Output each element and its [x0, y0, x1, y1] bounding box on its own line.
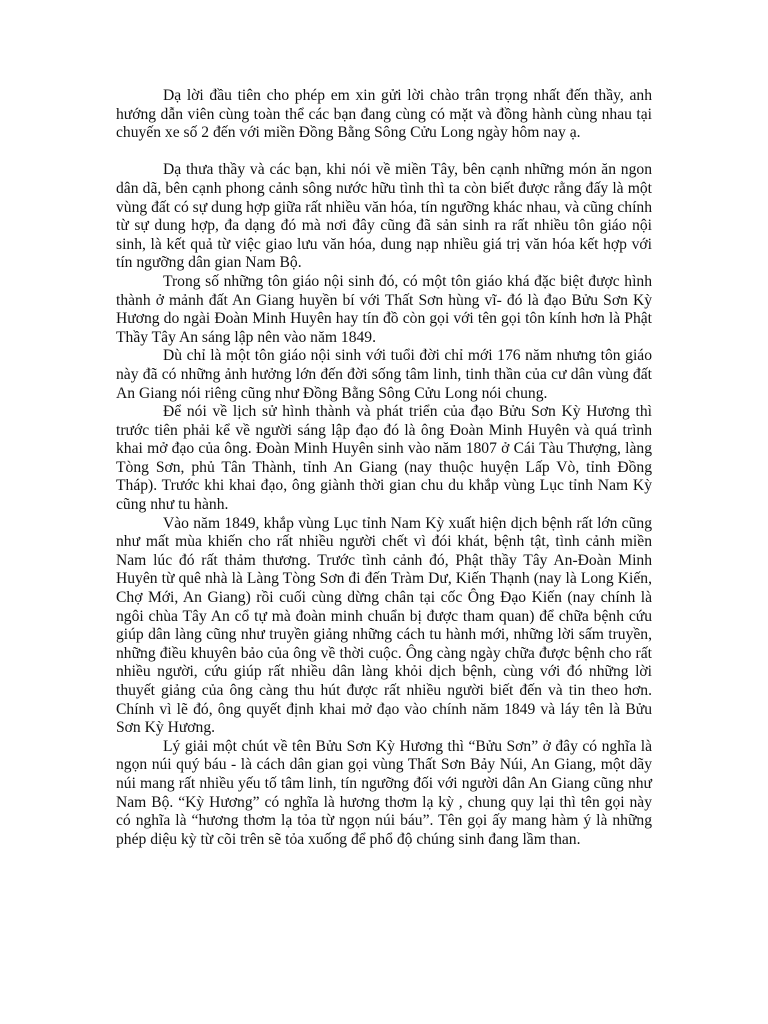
paragraph-mien-tay: Dạ thưa thầy và các bạn, khi nói về miền Tây, bên cạnh những món ăn ngon dân dã, bên cạnh phong cảnh sông nước hữu tình thì ta còn biết được rằng đấy là một vùng đất có sự dung hợp giữa rất nhiều văn hóa, tín ngưỡng khác nhau, và cũng chính từ sự dung hợp, đa dạng đó mà nơi đây cũng đã sản sinh ra rất nhiều tôn giáo nội sinh, là kết quả từ việc giao lưu văn hóa, dung nạp nhiều giá trị văn hóa kết hợp với tín ngưỡng dân gian Nam Bộ.	[116, 161, 652, 272]
paragraph-name-meaning: Lý giải một chút về tên Bửu Sơn Kỳ Hương thì “Bửu Sơn” ở đây có nghĩa là ngọn núi quý báu - là cách dân gian gọi vùng Thất Sơn Bảy Núi, An Giang, một dãy núi mang rất nhiều yếu tố tâm linh, tín ngưỡng đối với người dân An Giang cũng như Nam Bộ. “Kỳ Hương” có nghĩa là hương thơm lạ kỳ , chung quy lại thì tên gọi này có nghĩa là “hương thơm lạ tỏa từ ngọn núi báu”. Tên gọi ấy mang hàm ý là những phép diệu kỳ từ cõi trên sẽ tỏa xuống để phổ độ chúng sinh đang lầm than.	[116, 737, 652, 848]
paragraph-influence: Dù chỉ là một tôn giáo nội sinh với tuổi đời chỉ mới 176 năm nhưng tôn giáo này đã có những ảnh hưởng lớn đến đời sống tâm linh, tinh thần của cư dân vùng đất An Giang nói riêng cũng như Đồng Bằng Sông Cửu Long nói chung.	[116, 347, 652, 402]
paragraph-founder: Để nói về lịch sử hình thành và phát triển của đạo Bửu Sơn Kỳ Hương thì trước tiên phải kể về người sáng lập đạo đó là ông Đoàn Minh Huyên và quá trình khai mở đạo của ông. Đoàn Minh Huyên sinh vào năm 1807 ở Cái Tàu Thượng, làng Tòng Sơn, phủ Tân Thành, tỉnh An Giang (nay thuộc huyện Lấp Vò, tỉnh Đồng Tháp). Trước khi khai đạo, ông giành thời gian chu du khắp vùng Lục tỉnh Nam Kỳ cũng như tu hành.	[116, 403, 652, 514]
paragraph-greeting: Dạ lời đầu tiên cho phép em xin gửi lời chào trân trọng nhất đến thầy, anh hướng dẫn viên cùng toàn thể các bạn đang cùng có mặt và đồng hành cùng nhau tại chuyến xe số 2 đến với miền Đồng Bằng Sông Cửu Long ngày hôm nay ạ.	[116, 87, 652, 142]
paragraph-history-1849: Vào năm 1849, khắp vùng Lục tỉnh Nam Kỳ xuất hiện dịch bệnh rất lớn cũng như mất mùa khiến cho rất nhiều người chết vì đói khát, bệnh tật, tình cảnh miền Nam lúc đó rất thảm thương. Trước tình cảnh đó, Phật thầy Tây An-Đoàn Minh Huyên từ quê nhà là Làng Tòng Sơn đi đến Tràm Dư, Kiến Thạnh (nay là Long Kiến, Chợ Mới, An Giang) rồi cuối cùng dừng chân tại cốc Ông Đạo Kiến (nay chính là ngôi chùa Tây An cổ tự mà đoàn minh chuẩn bị được tham quan) để chữa bệnh cứu giúp dân làng cũng như truyền giảng những cách tu hành mới, những lời sấm truyền, những điều khuyên bảo của ông về thời cuộc. Ông càng ngày chữa được bệnh cho rất nhiều người, cứu giúp rất nhiều dân làng khỏi dịch bệnh, cùng với đó những lời thuyết giảng của ông càng thu hút được rất nhiều người biết đến và tin theo hơn. Chính vì lẽ đó, ông quyết định khai mở đạo vào chính năm 1849 và láy tên là Bửu Sơn Kỳ Hương.	[116, 514, 652, 737]
paragraph-buu-son-intro: Trong số những tôn giáo nội sinh đó, có một tôn giáo khá đặc biệt được hình thành ở mảnh đất An Giang huyền bí với Thất Sơn hùng vĩ- đó là đạo Bửu Sơn Kỳ Hương do ngài Đoàn Minh Huyên hay tín đồ còn gọi với tên gọi tôn kính hơn là Phật Thầy Tây An sáng lập nên vào năm 1849.	[116, 272, 652, 346]
document-page	[116, 87, 652, 849]
